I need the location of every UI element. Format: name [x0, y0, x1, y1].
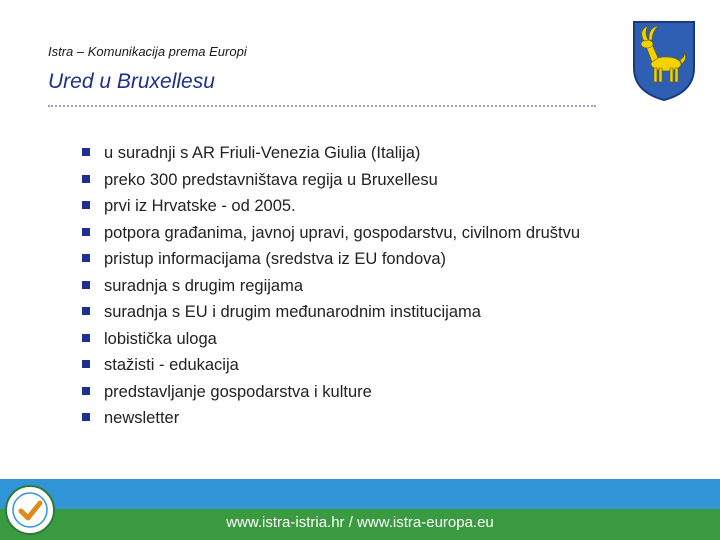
square-bullet-icon — [82, 254, 90, 262]
list-item-text: prvi iz Hrvatske - od 2005. — [104, 197, 296, 215]
list-item — [82, 167, 702, 194]
list-item-text: u suradnji s AR Friuli-Venezia Giulia (Italija) — [104, 144, 421, 162]
list-item — [82, 193, 702, 220]
list-item — [82, 220, 702, 247]
square-bullet-icon — [82, 334, 90, 342]
list-item-text: potpora građanima, javnoj upravi, gospodarstvu, civilnom društvu — [104, 223, 581, 242]
list-item — [82, 326, 702, 353]
square-bullet-icon — [82, 307, 90, 315]
square-bullet-icon — [82, 148, 90, 156]
bullet-list — [82, 140, 702, 432]
certification-badge-icon — [4, 484, 56, 536]
square-bullet-icon — [82, 413, 90, 421]
list-item — [82, 246, 702, 273]
subtitle: Istra – Komunikacija prema Europi — [48, 44, 247, 59]
istria-coat-of-arms-icon — [628, 16, 700, 102]
list-item-text: newsletter — [104, 409, 180, 427]
footer-url-link[interactable]: www.istra-istria.hr / www.istra-europa.eu — [226, 514, 494, 531]
list-item-text: lobistička uloga — [104, 329, 217, 348]
square-bullet-icon — [82, 228, 90, 236]
square-bullet-icon — [82, 175, 90, 183]
list-item — [82, 299, 702, 326]
footer-stripe-blue — [0, 479, 720, 509]
square-bullet-icon — [82, 387, 90, 395]
list-item-text: preko 300 predstavništava regija u Bruxellesu — [104, 170, 438, 189]
square-bullet-icon — [82, 281, 90, 289]
list-item-text: suradnja s EU i drugim međunarodnim institucijama — [104, 303, 481, 321]
list-item — [82, 273, 702, 300]
square-bullet-icon — [82, 201, 90, 209]
footer-bar — [0, 479, 720, 540]
page-title: Ured u Bruxellesu — [48, 70, 215, 93]
title-divider — [48, 105, 596, 107]
square-bullet-icon — [82, 360, 90, 368]
list-item-text: stažisti - edukacija — [104, 356, 239, 374]
list-item-text: suradnja s drugim regijama — [104, 276, 304, 295]
list-item — [82, 352, 702, 379]
list-item-text: predstavljanje gospodarstva i kulture — [104, 382, 372, 401]
list-item-text: pristup informacijama (sredstva iz EU fondova) — [104, 250, 447, 268]
list-item — [82, 405, 702, 432]
list-item — [82, 379, 702, 406]
list-item — [82, 140, 702, 167]
